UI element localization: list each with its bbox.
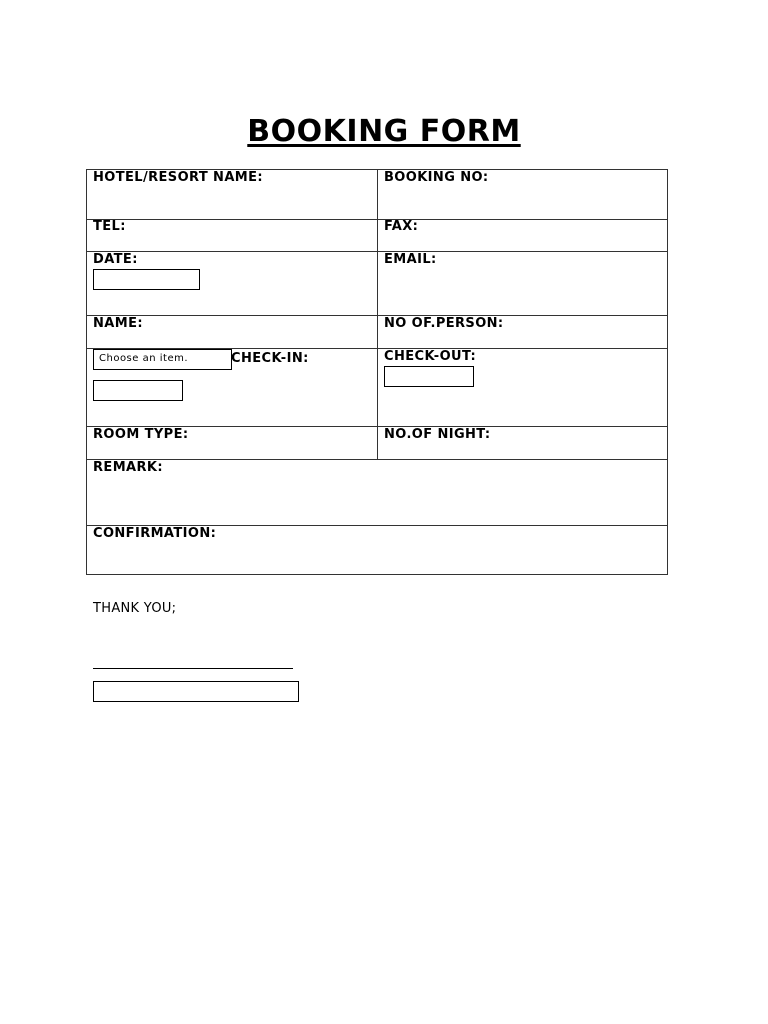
email-label: EMAIL: xyxy=(384,252,437,267)
choose-item-dropdown[interactable]: Choose an item. xyxy=(93,349,232,370)
confirmation-label: CONFIRMATION: xyxy=(93,526,217,541)
signature-line xyxy=(93,668,293,669)
date-label: DATE: xyxy=(93,252,138,267)
check-out-input[interactable] xyxy=(384,366,474,387)
check-in-label: CHECK-IN: xyxy=(231,351,309,366)
column-divider xyxy=(377,170,378,460)
room-type-label: ROOM TYPE: xyxy=(93,427,189,442)
tel-label: TEL: xyxy=(93,219,126,234)
date-input[interactable] xyxy=(93,269,200,290)
hotel-resort-name-label: HOTEL/RESORT NAME: xyxy=(93,170,263,185)
remark-label: REMARK: xyxy=(93,460,163,475)
signature-name-input[interactable] xyxy=(93,681,299,702)
check-out-label: CHECK-OUT: xyxy=(384,349,477,364)
form-title: BOOKING FORM xyxy=(247,114,521,149)
no-of-person-label: NO OF.PERSON: xyxy=(384,316,504,331)
booking-no-label: BOOKING NO: xyxy=(384,170,489,185)
name-label: NAME: xyxy=(93,316,143,331)
fax-label: FAX: xyxy=(384,219,419,234)
check-in-input[interactable] xyxy=(93,380,183,401)
thank-you-text: THANK YOU; xyxy=(93,601,177,616)
booking-form-table xyxy=(86,169,668,575)
no-of-night-label: NO.OF NIGHT: xyxy=(384,427,491,442)
